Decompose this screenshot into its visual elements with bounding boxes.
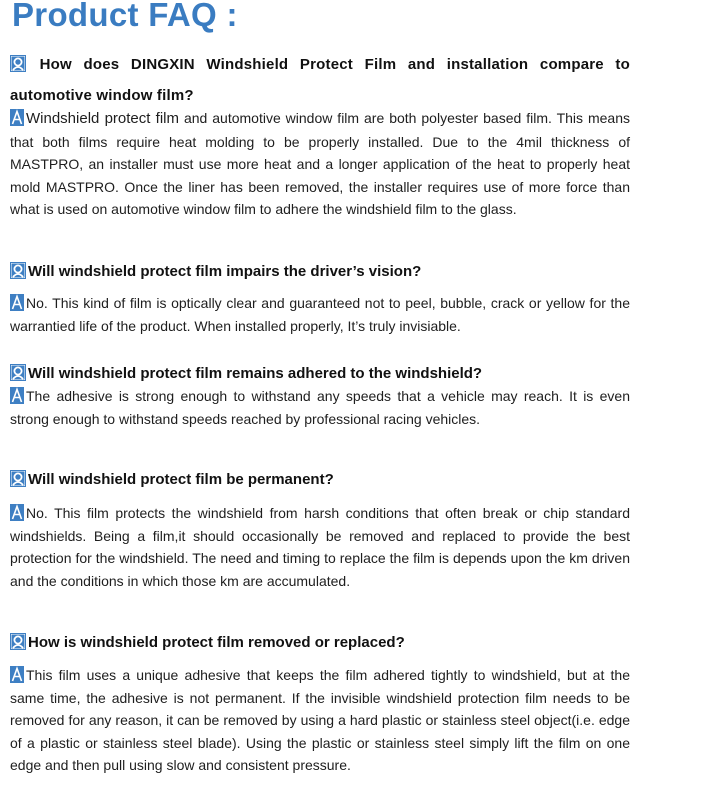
- faq-question-1-line2: automotive window film?: [10, 87, 194, 104]
- faq-answer-1-text: and automotive window film are both polyester based film. This means that both films require heat molding to be properly installed. Due to the 4mil thickness of MASTPRO, an installer must use more heat and a longer application of the heat to properly heat mold MASTPRO. Once the liner has been removed, the installer requires use of more force than what is used on automotive window film to adhere the windshield film to the glass.: [10, 110, 630, 217]
- faq-answer-2-text: No. This kind of film is optically clear and guaranteed not to peel, bubble, crack or yellow for the warrantied life of the product. When installed properly, It’s truly invisiable.: [10, 295, 630, 334]
- faq-question-4-text: Will windshield protect film be permanent?: [28, 471, 334, 488]
- faq-question-3-text: Will windshield protect film remains adhered to the windshield?: [28, 365, 483, 382]
- question-icon: [10, 364, 26, 381]
- faq-question-3: [10, 364, 630, 382]
- faq-question-4: [10, 470, 630, 488]
- faq-question-1-line1: How does DINGXIN Windshield Protect Film and installation compare to: [39, 56, 630, 73]
- page-title: Product FAQ :: [12, 0, 238, 33]
- answer-icon: [10, 387, 24, 404]
- faq-question-2: [10, 262, 630, 280]
- faq-answer-3-text: The adhesive is strong enough to withstand any speeds that a vehicle may reach. It is even strong enough to withstand speeds reached by professional racing vehicles.: [10, 388, 630, 427]
- answer-icon: [10, 666, 24, 683]
- answer-icon: [10, 109, 24, 126]
- faq-answer-5-text: This film uses a unique adhesive that keeps the film adhered tightly to windshield, but at the same time, the adhesive is not permanent. If the invisible windshield protection film needs to be removed for any reason, it can be removed by using a hard plastic or stainless steel object(i.e. edge of a plastic or stainless steel blade). Using the plastic or stainless steel simply lift the film on one edge and then pull using slow and consistent pressure.: [10, 667, 630, 773]
- question-icon: [10, 633, 26, 650]
- answer-icon: [10, 294, 24, 311]
- faq-answer-5: [10, 664, 630, 777]
- faq-answer-3: [10, 385, 630, 430]
- answer-icon: [10, 504, 24, 521]
- faq-answer-1-lead: Windshield protect film: [26, 110, 179, 127]
- faq-answer-2: [10, 292, 630, 337]
- faq-answer-4: [10, 502, 630, 592]
- faq-question-1: [10, 49, 630, 111]
- question-icon: [10, 470, 26, 487]
- faq-question-2-text: Will windshield protect film impairs the driver’s vision?: [28, 263, 422, 280]
- faq-answer-4-text: No. This film protects the windshield from harsh conditions that often break or chip standard windshields. Being a film,it should occasionally be removed and replaced to provide the best protection for the windshield. The need and timing to replace the film is depends upon the km driven and the conditions in which those km are accumulated.: [10, 505, 630, 589]
- question-icon: [10, 55, 26, 72]
- faq-question-5: [10, 633, 630, 651]
- faq-answer-1: [10, 107, 630, 221]
- question-icon: [10, 262, 26, 279]
- faq-question-5-text: How is windshield protect film removed or replaced?: [28, 634, 405, 651]
